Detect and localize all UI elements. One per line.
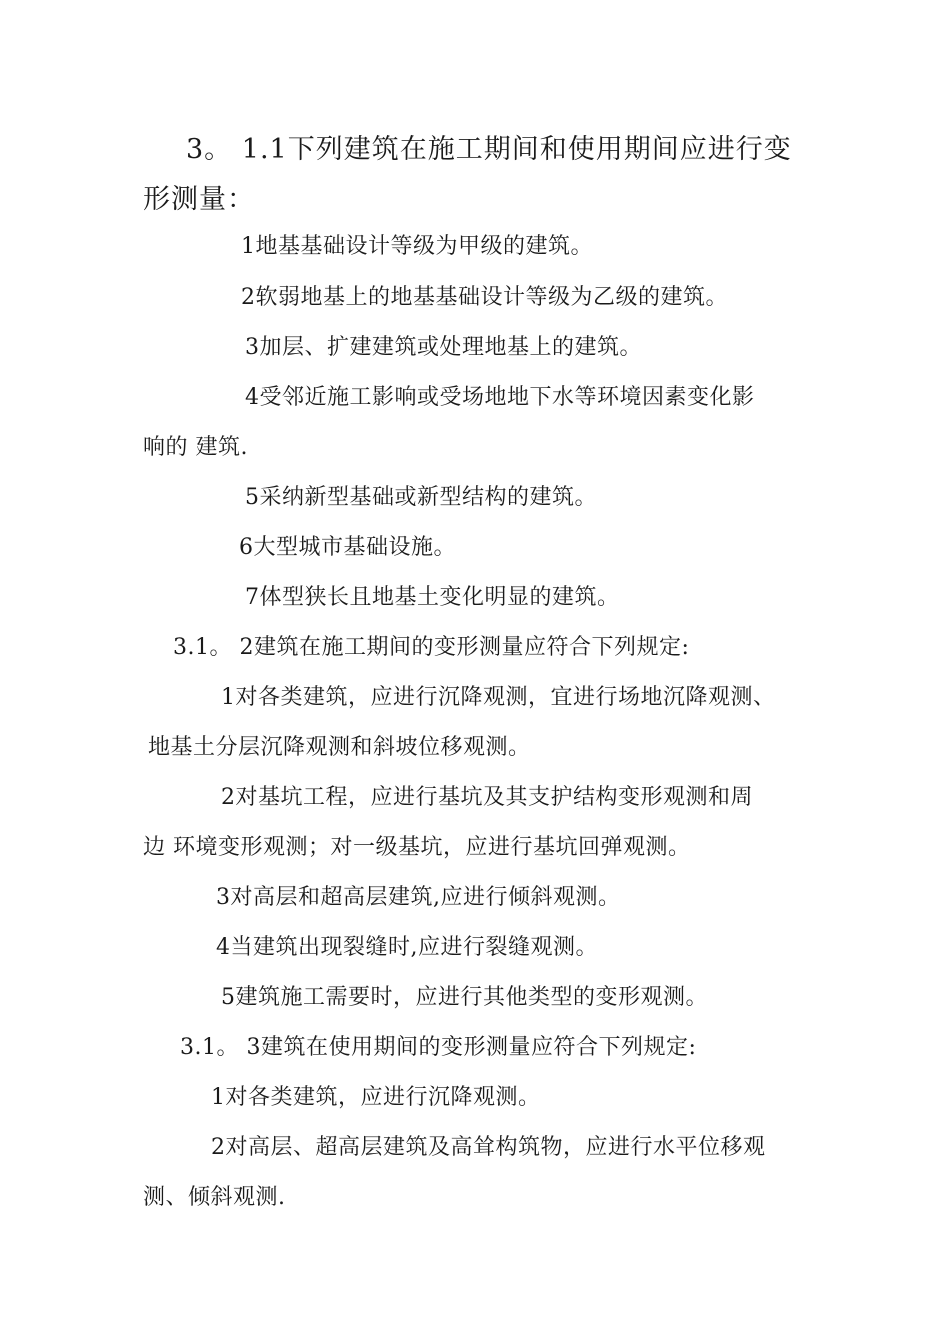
list-item-3-1-3-1: 1对各类建筑，应进行沉降观测。 <box>211 1085 541 1110</box>
list-item-3-1-2-1-cont: 地基土分层沉降观测和斜坡位移观测。 <box>148 735 531 760</box>
list-item-3-1-2-1: 1对各类建筑，应进行沉降观测，宜进行场地沉降观测、 <box>221 685 776 710</box>
section-heading-3-1-2: 3.1。 2建筑在施工期间的变形测量应符合下列规定: <box>173 635 690 660</box>
list-item-3-1-1-1: 1地基基础设计等级为甲级的建筑。 <box>241 234 593 259</box>
list-item-3-1-2-3: 3对高层和超高层建筑,应进行倾斜观测。 <box>216 885 621 910</box>
section-heading-3-1-1-line2: 形测量： <box>143 184 255 215</box>
list-item-3-1-3-2-cont: 测、倾斜观测. <box>143 1185 286 1210</box>
list-item-3-1-1-4: 4受邻近施工影响或受场地地下水等环境因素变化影 <box>245 385 755 410</box>
section-heading-3-1-3: 3.1。 3建筑在使用期间的变形测量应符合下列规定: <box>180 1035 697 1060</box>
list-item-3-1-1-5: 5采纳新型基础或新型结构的建筑。 <box>245 485 597 510</box>
list-item-3-1-2-2: 2对基坑工程，应进行基坑及其支护结构变形观测和周 <box>221 785 753 810</box>
section-heading-3-1-1-line1: 3。 1.1下列建筑在施工期间和使用期间应进行变 <box>186 134 792 165</box>
list-item-3-1-2-5: 5建筑施工需要时，应进行其他类型的变形观测。 <box>221 985 708 1010</box>
list-item-3-1-2-2-cont: 边 环境变形观测；对一级基坑，应进行基坑回弹观测。 <box>143 835 691 860</box>
list-item-3-1-1-3: 3加层、扩建建筑或处理地基上的建筑。 <box>245 335 642 360</box>
list-item-3-1-1-2: 2软弱地基上的地基基础设计等级为乙级的建筑。 <box>241 285 728 310</box>
list-item-3-1-1-4-cont: 响的 建筑. <box>143 435 248 460</box>
list-item-3-1-3-2: 2对高层、超高层建筑及高耸构筑物，应进行水平位移观 <box>211 1135 766 1160</box>
list-item-3-1-2-4: 4当建筑出现裂缝时,应进行裂缝观测。 <box>216 935 598 960</box>
list-item-3-1-1-6: 6大型城市基础设施。 <box>239 535 456 560</box>
list-item-3-1-1-7: 7体型狭长且地基土变化明显的建筑。 <box>245 585 620 610</box>
